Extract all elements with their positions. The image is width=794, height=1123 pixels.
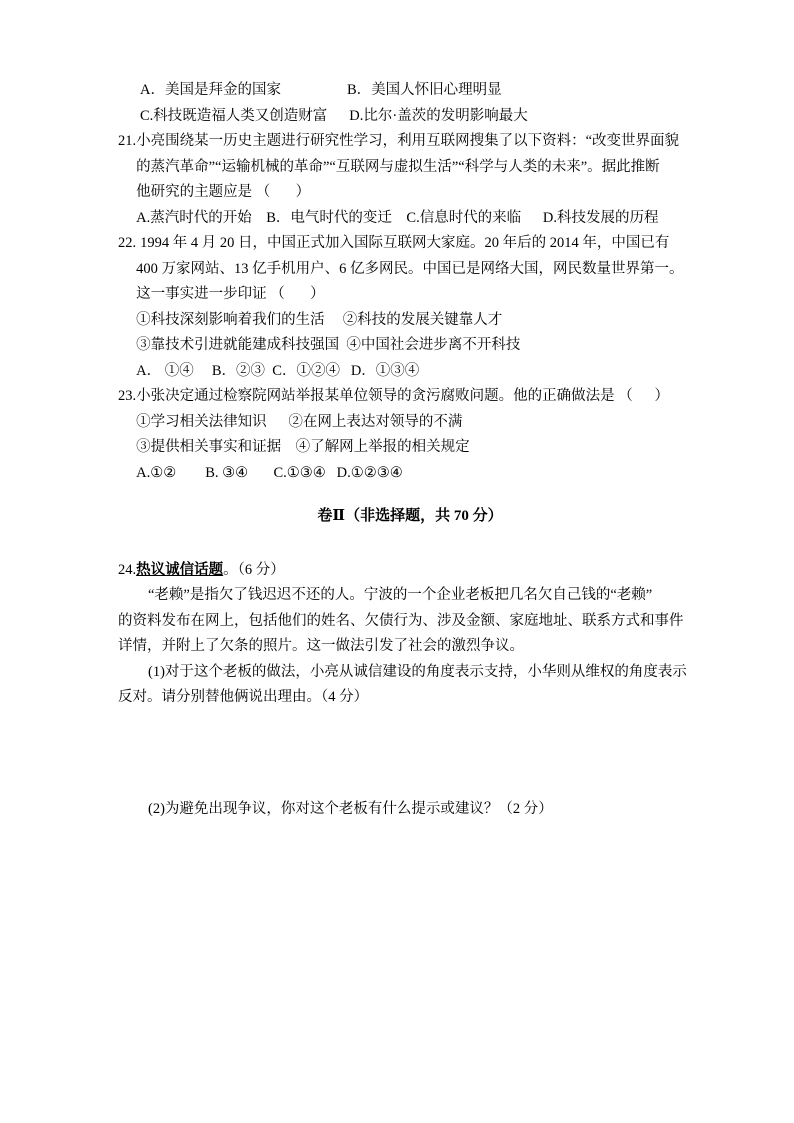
option-row-1 [118,78,702,104]
question-21-stem-line-1: 小亮围绕某一历史主题进行研究性学习，利用互联网搜集了以下资料：“改变世界面貌 [136,133,680,149]
question-22-option-line-1: ①科技深刻影响着我们的生活 ②科技的发展关键靠人才 [136,311,503,328]
section-header: 卷Ⅱ（非选择题，共 70 分） [317,508,503,524]
question-23-number: 23. [118,388,137,404]
question-23 [118,384,702,486]
question-21-stem-line-2: 的蒸汽革命”“运输机械的革命”“互联网与虚拟生活”“科学与人类的未来”。据此推断 [136,158,660,175]
question-24-sub1-line-2: 反对。请分别替他俩说出理由。（4 分） [118,689,369,705]
question-21-body [136,129,702,231]
question-22-stem-line-3: 这一事实进一步印证 （ ） [136,286,325,302]
question-24-sub2-line-1: (2)为避免出现争议，你对这个老板有什么提示或建议？（2 分） [148,800,553,817]
question-23-body [136,384,702,486]
question-24-sub1-line-1: (1)对于这个老板的做法，小亮从诚信建设的角度表示支持，小华则从维权的角度表示 [148,663,687,680]
question-23-option-line-3: A.①② B. ③④ C.①③④ D.①②③④ [136,464,403,481]
question-21-options: A.蒸汽时代的开始 B．电气时代的变迁 C.信息时代的来临 D.科技发展的历程 [136,209,659,226]
question-24-number: 24. [118,562,137,578]
question-21-stem-line-3: 他研究的主题应是 （ ） [136,184,311,200]
question-23-option-line-1: ①学习相关法律知识 ②在网上表达对领导的不满 [136,413,463,430]
question-22-option-line-3: A． ①④ B．②③ C．①②④ D．①③④ [136,362,420,379]
option-c: C.科技既造福人类又创造财富 [140,107,328,124]
option-b: B．美国人怀旧心理明显 [346,82,502,98]
option-d: D.比尔·盖茨的发明影响最大 [349,107,528,124]
answer-space-1[interactable] [118,711,702,797]
question-22 [118,231,702,384]
question-22-stem-line-1: 1994 年 4 月 20 日，中国正式加入国际互联网大家庭。20 年后的 2014 年，中国已有 [140,235,670,251]
question-22-body [136,231,702,384]
option-a: A．美国是拜金的国家 [140,82,281,98]
question-24-body-line-2: 的资料发布在网上，包括他们的姓名、欠债行为、涉及金额、家庭地址、联系方式和事件 [118,612,684,629]
answer-space-2[interactable] [118,822,702,1122]
question-24-body-line-1: “老赖”是指欠了钱迟迟不还的人。宁波的一个企业老板把几名欠自己钱的“老赖” [148,587,653,603]
option-row-2 [118,104,702,130]
question-21-number: 21. [118,133,137,149]
question-21 [118,129,702,231]
question-24-title: 热议诚信话题 [136,562,224,578]
question-22-number: 22. [118,235,137,251]
question-23-stem-line-1: 小张决定通过检察院网站举报某单位领导的贪污腐败问题。他的正确做法是 （ ） [136,388,669,404]
question-22-stem-line-2: 400 万家网站、13 亿手机用户、6 亿多网民。中国已是网络大国，网民数量世界第一。 [136,260,684,277]
previous-question-options [118,78,702,129]
question-24-body-line-3: 详情，并附上了欠条的照片。这一做法引发了社会的激烈争议。 [118,638,524,654]
question-22-option-line-2: ③靠技术引进就能建成科技强国 ④中国社会进步离不开科技 [136,337,521,353]
question-24-title-suffix: 。（6 分） [223,562,285,578]
question-23-option-line-2: ③提供相关事实和证据 ④了解网上举报的相关规定 [136,439,470,455]
question-24-heading [118,557,702,583]
question-24 [118,557,702,1122]
